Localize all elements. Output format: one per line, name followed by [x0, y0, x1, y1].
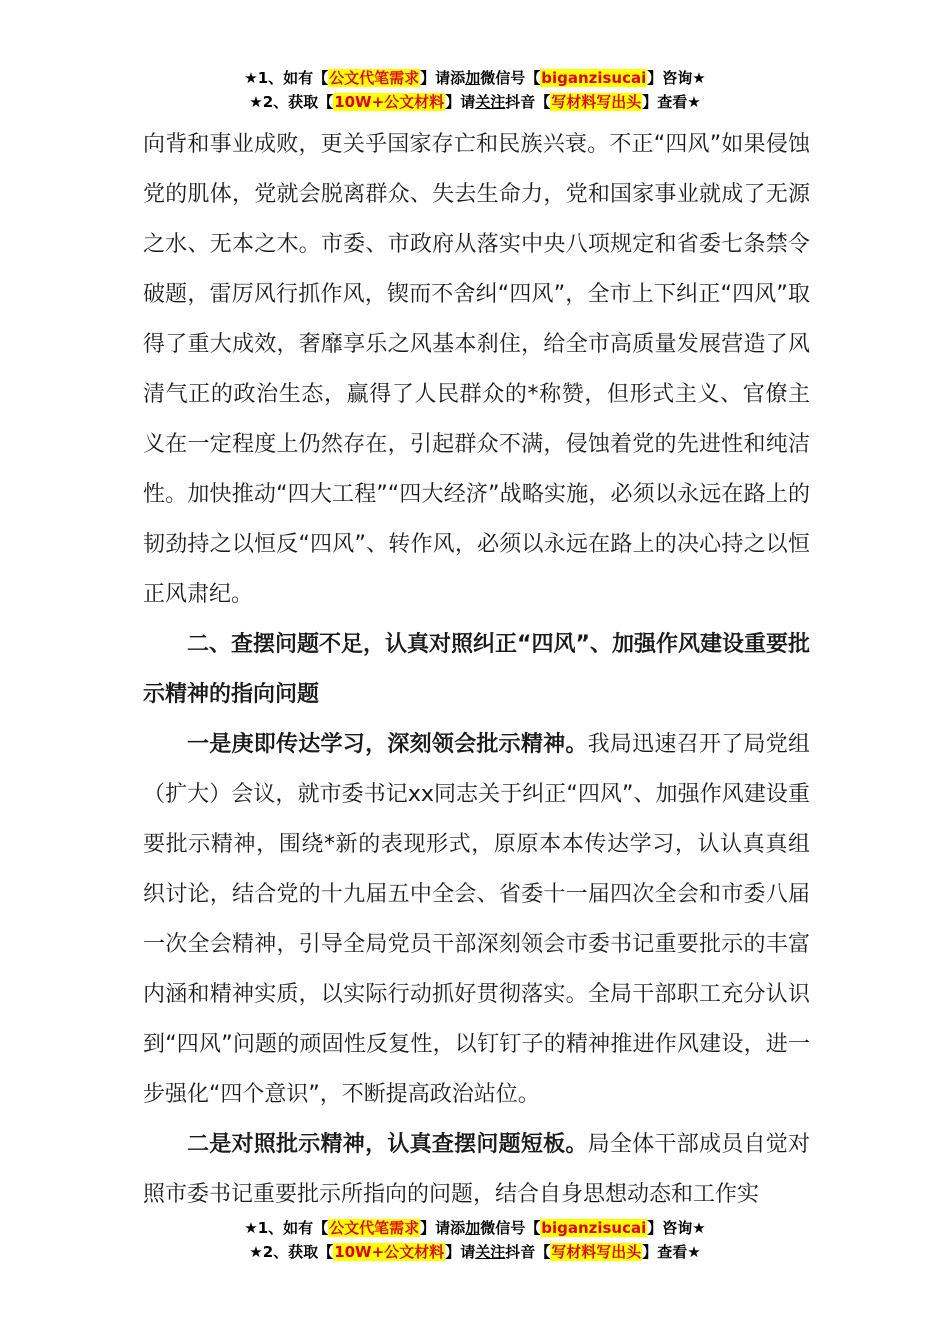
section-heading: 二、查摆问题不足，认真对照纠正“四风”、加强作风建设重要批示精神的指向问题	[143, 632, 810, 707]
banner-text: 抖音【	[505, 1243, 551, 1261]
banner-text: ★1、如有【	[244, 69, 329, 87]
paragraph-text: 我局迅速召开了局党组（扩大）会议，就市委书记xx同志关于纠正“四风”、加强作风建设重要批示精神，围绕*新的表现形式，原原本本传达学习，认认真真组织讨论，结合党的十九届五中全会、省委十一届四次全会和市委八届一次全会精神，引导全局党员干部深刻领会市委书记重要批示的丰富内涵和精神实质，以实际行动抓好贯彻落实。全局干部职工充分认识到“四风”问题的顽固性反复性，以钉钉子的精神推进作风建设，进一步强化“四个意识”，不断提高政治站位。	[143, 732, 810, 1107]
banner-highlight: 10W+公文材料	[334, 93, 445, 111]
banner-line-2	[0, 1240, 950, 1264]
banner-text: 】请	[445, 1243, 476, 1261]
banner-text: ★2、获取【	[249, 93, 334, 111]
banner-underlined-text: 关注	[475, 93, 506, 111]
banner-highlight: 公文代笔需求	[329, 69, 420, 87]
document-body	[143, 120, 810, 1220]
paragraph-lead: 二是对照批示精神，认真查摆问题短板。	[187, 1132, 588, 1157]
paragraph	[143, 1120, 810, 1220]
banner-text: ★2、获取【	[249, 1243, 334, 1261]
banner-highlight: 写材料写出头	[551, 1243, 642, 1261]
header-banner	[0, 66, 950, 114]
banner-text: 】请添	[420, 1219, 466, 1237]
banner-text: 】查看★	[642, 1243, 701, 1261]
banner-highlight: 10W+公文材料	[334, 1243, 445, 1261]
banner-highlight: biganzisucai	[541, 1219, 647, 1237]
banner-highlight: 公文代笔需求	[329, 1219, 420, 1237]
footer-banner	[0, 1216, 950, 1264]
banner-text: 】请	[445, 93, 476, 111]
paragraph-lead: 一是庚即传达学习，深刻领会批示精神。	[187, 732, 588, 757]
banner-text: 微信号【	[480, 1219, 541, 1237]
banner-underlined-text: 加	[465, 1219, 481, 1237]
paragraph: 向背和事业成败，更关乎国家存亡和民族兴衰。不正“四风”如果侵蚀党的肌体，党就会脱离群众、失去生命力，党和国家事业就成了无源之水、无本之木。市委、市政府从落实中央八项规定和省委七条禁令破题，雷厉风行抓作风，锲而不舍纠“四风”，全市上下纠正“四风”取得了重大成效，奢靡享乐之风基本刹住，给全市高质量发展营造了风清气正的政治生态，赢得了人民群众的*称赞，但形式主义、官僚主义在一定程度上仍然存在，引起群众不满，侵蚀着党的先进性和纯洁性。加快推动“四大工程”“四大经济”战略实施，必须以永远在路上的韧劲持之以恒反“四风”、转作风，必须以永远在路上的决心持之以恒正风肃纪。	[143, 132, 810, 607]
paragraph-text: 局全体干部成员自觉对照市委书记重要批示所指向的问题，结合自身思想动态和工作实	[143, 1132, 810, 1207]
banner-line-2	[0, 90, 950, 114]
banner-text: 】请添	[420, 69, 466, 87]
banner-text: ★1、如有【	[244, 1219, 329, 1237]
banner-highlight: 写材料写出头	[551, 93, 642, 111]
banner-text: 】咨询★	[647, 1219, 706, 1237]
banner-text: 微信号【	[480, 69, 541, 87]
banner-text: 】咨询★	[647, 69, 706, 87]
banner-highlight: biganzisucai	[541, 69, 647, 87]
banner-line-1	[0, 1216, 950, 1240]
banner-text: 】查看★	[642, 93, 701, 111]
banner-line-1	[0, 66, 950, 90]
banner-text: 抖音【	[505, 93, 551, 111]
paragraph	[143, 720, 810, 1120]
banner-underlined-text: 关注	[475, 1243, 506, 1261]
banner-underlined-text: 加	[465, 69, 481, 87]
